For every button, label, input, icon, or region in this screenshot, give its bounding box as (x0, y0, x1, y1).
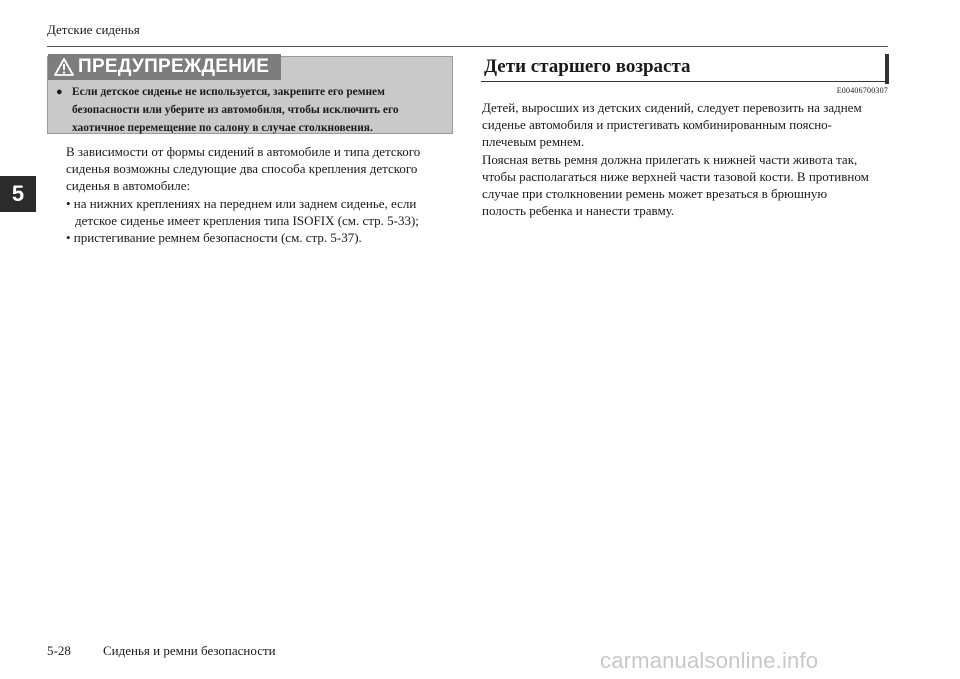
body-line: В зависимости от формы сидений в автомобиле и типа детского (66, 144, 421, 159)
warning-triangle-icon (54, 58, 74, 76)
warning-text (56, 83, 444, 137)
warning-line: Если детское сиденье не используется, закрепите его ремнем (72, 86, 385, 98)
body-line: сиденье автомобиля и пристегивать комбинированным поясно- (482, 117, 832, 133)
warning-box (47, 56, 453, 134)
body-line: сиденья в автомобиле: (66, 178, 191, 194)
body-line: случае при столкновении ремень может врезаться в брюшную (482, 186, 828, 202)
bullet-icon: ● (56, 86, 63, 98)
page-header-title: Детские сиденья (47, 22, 140, 37)
list-item: • пристегивание ремнем безопасности (см. стр. 5-37). (66, 230, 362, 246)
body-line: Детей, выросших из детских сидений, следует перевозить на заднем (482, 100, 862, 115)
left-body-text (66, 143, 456, 246)
body-line: Поясная ветвь ремня должна прилегать к нижней части живота так, (482, 151, 858, 167)
warning-line: хаотичное перемещение по салону в случае столкновения. (72, 122, 373, 134)
section-title-bar (885, 54, 889, 84)
body-line: полость ребенка и нанести травму. (482, 203, 675, 219)
list-item: • на нижних креплениях на переднем или заднем сиденье, если (66, 195, 417, 211)
body-line: чтобы располагаться ниже верхней части тазовой кости. В противном (482, 168, 869, 184)
section-title: Дети старшего возраста (481, 56, 889, 82)
body-line: сиденья возможны следующие два способа крепления детского (66, 161, 418, 177)
warning-line: безопасности или уберите из автомобиля, чтобы исключить его (72, 104, 399, 116)
right-body-text (482, 99, 892, 219)
header-divider (47, 46, 888, 47)
watermark: carmanualsonline.info (600, 648, 819, 673)
warning-heading (48, 54, 281, 80)
chapter-tab: 5 (0, 176, 36, 212)
body-line: плечевым ремнем. (482, 134, 585, 150)
section-code: E00406700307 (836, 86, 888, 95)
list-item-continuation: детское сиденье имеет крепления типа ISOFIX (см. стр. 5-33); (75, 212, 419, 228)
footer-section-title: Сиденья и ремни безопасности (103, 643, 276, 658)
footer-page-number: 5-28 (47, 643, 71, 658)
warning-heading-text: ПРЕДУПРЕЖДЕНИЕ (78, 56, 270, 77)
